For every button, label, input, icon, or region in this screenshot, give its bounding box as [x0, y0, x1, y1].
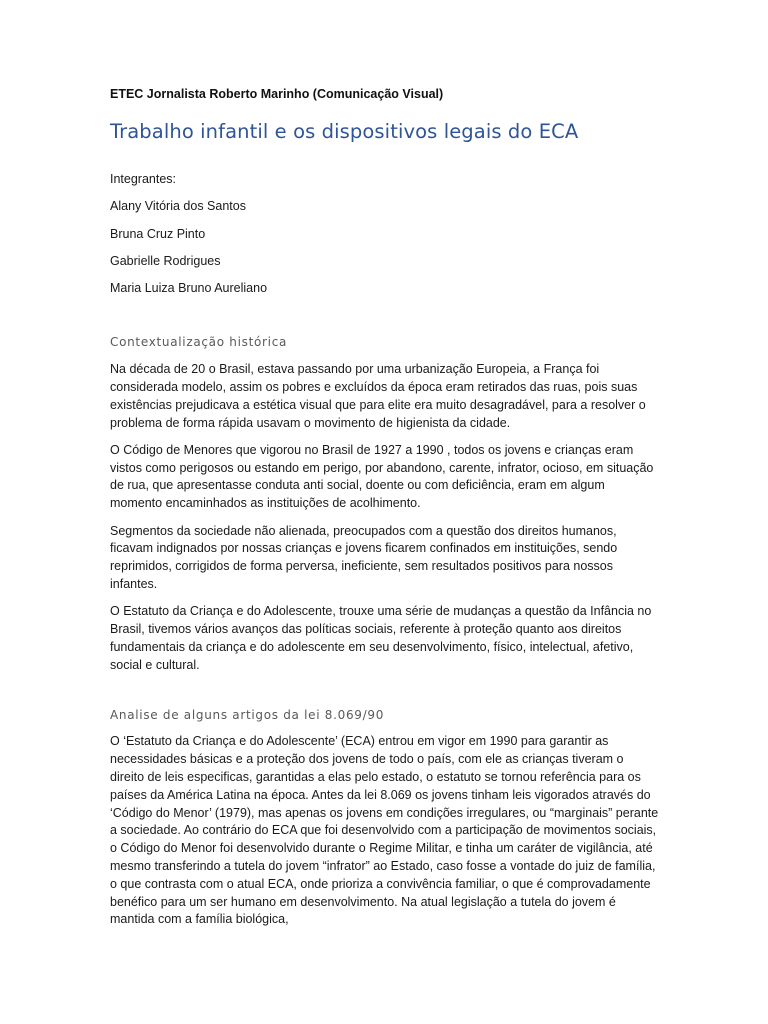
body-paragraph: O ‘Estatuto da Criança e do Adolescente’ (ECA) entrou em vigor em 1990 para garantir as necessidades básicas e a proteção dos jovens de todo o país, com ele as crianças tiveram o direito de leis especificas, garantidas a elas pelo estado, o estatuto se tornou referência para os países da América Latina na época. Antes da lei 8.069 os jovens tinham leis vigorados através do ‘Código do Menor’ (1979), mas apenas os jovens em condições irregulares, ou “marginais” perante a sociedade. Ao contrário do ECA que foi desenvolvido com a participação de movimentos sociais, o Código do Menor foi desenvolvido durante o Regime Militar, e tinha um caráter de vigilância, até mesmo transferindo a tutela do jovem “infrator” ao Estado, caso fosse a vontade do juiz de família, o que contrasta com o atual ECA, onde prioriza a convivência familiar, o que é comprovadamente benéfico para um ser humano em desenvolvimento. Na atual legislação a tutela do jovem é mantida com a família biológica, [110, 734, 659, 927]
body-paragraph: Segmentos da sociedade não alienada, preocupados com a questão dos direitos humanos, ficavam indignados por nossas crianças e jovens ficarem confinados em instituições, sendo reprimidos, corrigidos de forma perversa, ineficiente, sem resultados positivos para nossos infantes. [110, 523, 618, 591]
section-heading-historical-context: Contextualização histórica [110, 335, 288, 350]
body-paragraph: O Código de Menores que vigorou no Brasil de 1927 a 1990 , todos os jovens e crianças eram vistos como perigosos ou estando em perigo, por abandono, carente, infrator, ocioso, em situação de rua, que apresentasse conduta anti social, doente ou com deficiência, eram em algum momento encaminhados as instituições de acolhimento. [110, 442, 654, 511]
body-paragraph: Na década de 20 o Brasil, estava passando por uma urbanização Europeia, a França foi considerada modelo, assim os pobres e excluídos da época eram retirados das ruas, pois suas existências prejudicava a estética visual que para elite era muito desagradável, para a resolver o problema de forma rápida usavam o movimento de higienista da cidade. [110, 362, 646, 430]
member-name: Alany Vitória dos Santos [110, 199, 246, 214]
members-list [110, 197, 660, 297]
members-label: Integrantes: [110, 172, 177, 186]
institution-line: ETEC Jornalista Roberto Marinho (Comunicação Visual) [110, 87, 444, 101]
member-name: Gabrielle Rodrigues [110, 253, 221, 268]
document-page [110, 84, 660, 939]
member-name: Bruna Cruz Pinto [110, 226, 206, 241]
member-name: Maria Luiza Bruno Aureliano [110, 281, 268, 296]
document-title: Trabalho infantil e os dispositivos legais do ECA [110, 120, 579, 143]
section-heading-law-analysis: Analise de alguns artigos da lei 8.069/90 [110, 708, 385, 723]
body-paragraph: O Estatuto da Criança e do Adolescente, trouxe uma série de mudanças a questão da Infância no Brasil, tivemos vários avanços das políticas sociais, referente à proteção quanto aos direitos fundamentais da criança e do adolescente em seu desenvolvimento, físico, intelectual, afetivo, social e cultural. [110, 604, 652, 672]
